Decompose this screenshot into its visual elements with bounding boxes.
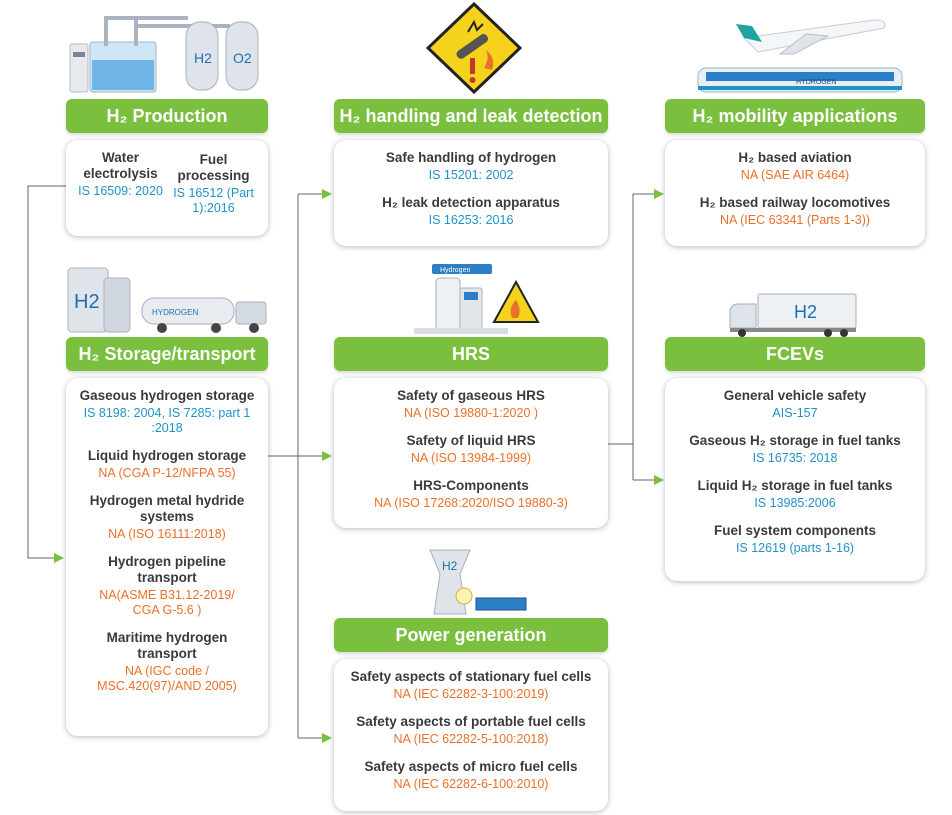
item-title: Hydrogen pipeline transport — [108, 554, 226, 585]
item-title: General vehicle safety — [723, 388, 867, 403]
train-hydrogen-label: HYDROGEN — [796, 79, 837, 86]
item-title: H₂ based aviation — [738, 150, 852, 165]
item-code: IS 12619 (parts 1-16) — [735, 541, 855, 555]
hrs-illustration — [412, 262, 542, 336]
item-title: H₂ based railway locomotives — [699, 195, 891, 210]
fcev-card — [665, 378, 925, 581]
handling-item — [334, 150, 608, 183]
storage-item — [66, 630, 268, 694]
hrs-card — [334, 378, 608, 528]
mobility-item — [665, 195, 925, 228]
item-title: Liquid hydrogen storage — [87, 448, 247, 463]
mobility-card — [665, 140, 925, 246]
fcev-item — [665, 478, 925, 511]
h2-tank-label: H2 — [194, 50, 212, 66]
hrs-hydrogen-sign: Hydrogen — [440, 267, 471, 274]
mobility-header: H₂ mobility applications — [665, 99, 925, 133]
hazard-warning-icon — [426, 2, 522, 94]
mobility-item — [665, 150, 925, 183]
hrs-item — [334, 433, 608, 466]
item-code: NA (ISO 17268:2020/ISO 19880-3) — [374, 496, 568, 510]
item-code: AIS-157 — [772, 406, 818, 420]
item-code: NA (IEC 62282-3-100:2019) — [393, 687, 549, 701]
power-item — [334, 759, 608, 792]
fcev-item — [665, 388, 925, 421]
production-item — [78, 150, 164, 216]
item-title: Safety aspects of stationary fuel cells — [350, 669, 592, 684]
storage-header: H₂ Storage/transport — [66, 337, 268, 371]
item-code: IS 8198: 2004, IS 7285: part 1 :2018 — [83, 406, 251, 435]
power-h2-label: H2 — [442, 559, 458, 573]
handling-card — [334, 140, 608, 246]
airplane-icon — [736, 20, 885, 54]
item-code: IS 15201: 2002 — [428, 168, 514, 182]
item-title: Gaseous H₂ storage in fuel tanks — [689, 433, 901, 448]
item-code: IS 13985:2006 — [754, 496, 836, 510]
item-title: Maritime hydrogen transport — [106, 630, 228, 661]
item-title: Safe handling of hydrogen — [385, 150, 557, 165]
item-code: NA(ASME B31.12-2019/ CGA G-5.6 ) — [99, 588, 235, 617]
fcev-header: FCEVs — [665, 337, 925, 371]
handling-item — [334, 195, 608, 228]
hydrogen-truck-icon — [142, 298, 266, 333]
fcev-truck-icon — [728, 292, 858, 338]
power-item — [334, 714, 608, 747]
fuel-dispenser-icon — [414, 264, 508, 334]
o2-tank-icon — [226, 22, 258, 90]
item-title: Safety aspects of portable fuel cells — [356, 714, 586, 729]
item-title: HRS-Components — [413, 478, 529, 493]
item-code: NA (ISO 19880-1:2020 ) — [403, 406, 539, 420]
power-card — [334, 659, 608, 811]
item-code: NA (IEC 62282-6-100:2010) — [393, 777, 549, 791]
item-code: IS 16509: 2020 — [78, 184, 163, 198]
connector-production-storage — [28, 186, 66, 558]
power-item — [334, 669, 608, 702]
item-code: NA (IEC 63341 (Parts 1-3)) — [719, 213, 871, 227]
item-code: NA (CGA P-12/NFPA 55) — [98, 466, 236, 480]
fcev-h2-label: H2 — [794, 302, 818, 322]
fcev-item — [665, 433, 925, 466]
item-title: Fuel system components — [713, 523, 877, 538]
truck-hydrogen-label: HYDROGEN — [152, 308, 199, 317]
storage-illustration — [66, 258, 271, 334]
storage-item — [66, 493, 268, 542]
storage-silo-icon — [68, 268, 130, 332]
fcev-item — [665, 523, 925, 556]
hrs-item — [334, 388, 608, 421]
item-code: IS 16253: 2016 — [428, 213, 514, 227]
light-bulb-icon — [456, 588, 472, 604]
item-code: NA (IGC code / MSC.420(97)/AND 2005) — [97, 664, 237, 693]
flammable-warning-icon — [494, 282, 538, 322]
production-illustration — [68, 8, 263, 96]
storage-card — [66, 378, 268, 736]
item-code: NA (IEC 62282-5-100:2018) — [393, 732, 549, 746]
item-title: Hydrogen metal hydride systems — [89, 493, 245, 524]
item-title: Gaseous hydrogen storage — [79, 388, 255, 403]
silo-h2-label: H2 — [74, 291, 100, 313]
item-title: H₂ leak detection apparatus — [382, 195, 560, 210]
hydrogen-train-icon — [698, 68, 902, 92]
item-code: NA (ISO 16111:2018) — [108, 527, 226, 541]
production-card — [66, 140, 268, 236]
hrs-header: HRS — [334, 337, 608, 371]
item-title: Fuel processing — [177, 152, 250, 183]
storage-item — [66, 554, 268, 618]
storage-item — [66, 448, 268, 481]
o2-tank-label: O2 — [233, 50, 252, 66]
solar-panel-icon — [476, 598, 526, 610]
mobility-illustration — [696, 8, 906, 100]
handling-header: H₂ handling and leak detection — [334, 99, 608, 133]
item-title: Safety of liquid HRS — [406, 433, 536, 448]
hrs-item — [334, 478, 608, 511]
item-title: Safety aspects of micro fuel cells — [364, 759, 578, 774]
h2-tank-icon — [186, 22, 218, 90]
power-illustration — [416, 544, 536, 616]
item-code: IS 16512 (Part 1):2016 — [173, 186, 254, 215]
storage-item — [66, 388, 268, 436]
item-code: NA (ISO 13984-1999) — [410, 451, 532, 465]
item-code: IS 16735: 2018 — [752, 451, 838, 465]
item-code: NA (SAE AIR 6464) — [740, 168, 850, 182]
power-header: Power generation — [334, 618, 608, 652]
item-title: Liquid H₂ storage in fuel tanks — [697, 478, 893, 493]
item-title: Water electrolysis — [83, 150, 158, 181]
production-item — [171, 152, 257, 216]
production-header: H₂ Production — [66, 99, 268, 133]
item-title: Safety of gaseous HRS — [397, 388, 545, 403]
